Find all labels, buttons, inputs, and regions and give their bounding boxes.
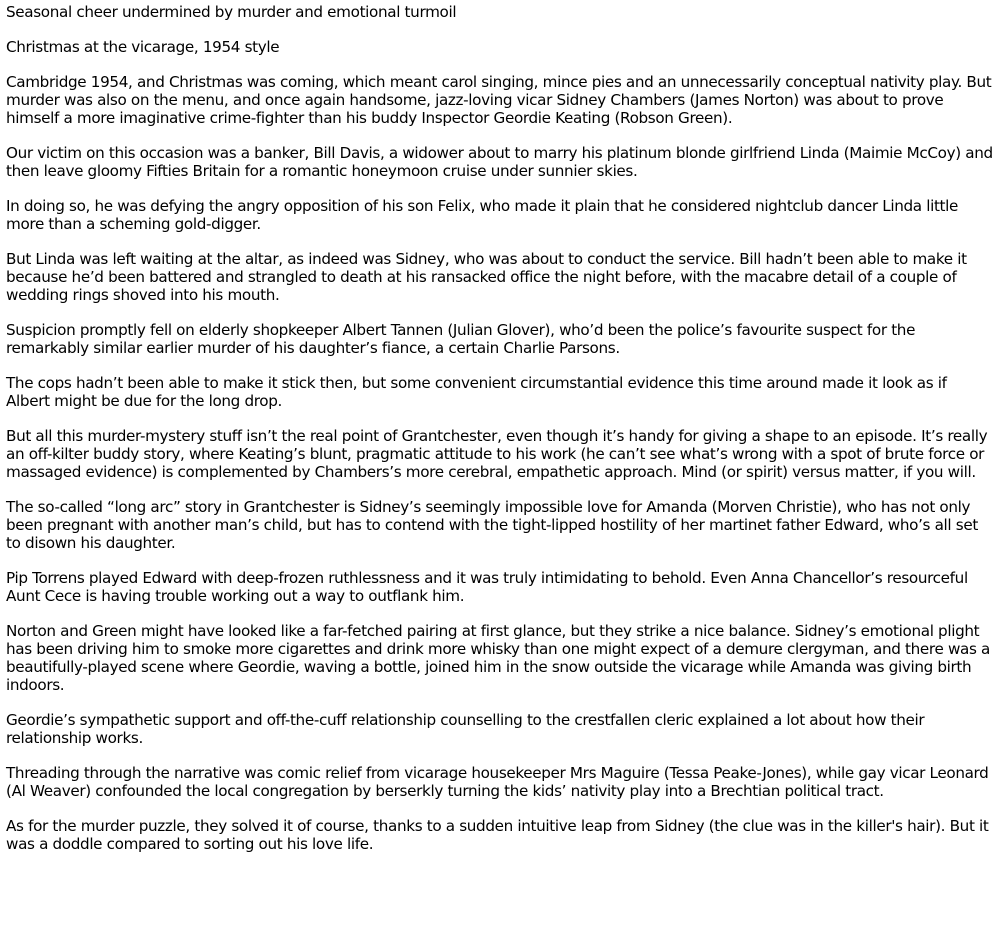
paragraph: The cops hadn’t been able to make it stick then, but some convenient circumstantial evidence this time around made it look as if Albert might be due for the long drop. bbox=[6, 374, 947, 410]
paragraph: As for the murder puzzle, they solved it of course, thanks to a sudden intuitive leap from Sidney (the clue was in the killer's hair). But it was a doddle compared to sorting out his love life. bbox=[6, 817, 989, 853]
paragraph: Our victim on this occasion was a banker, Bill Davis, a widower about to marry his platinum blonde girlfriend Linda (Maimie McCoy) and then leave gloomy Fifties Britain for a romantic honeymoon cruise under sunnier skies. bbox=[6, 144, 993, 180]
headline: Seasonal cheer undermined by murder and emotional turmoil bbox=[6, 3, 457, 21]
paragraph: Threading through the narrative was comic relief from vicarage housekeeper Mrs Maguire (Tessa Peake-Jones), while gay vicar Leonard (Al Weaver) confounded the local congregation by berserkly turning the kids’ nativity play into a Brechtian political tract. bbox=[6, 764, 989, 800]
paragraph: In doing so, he was defying the angry opposition of his son Felix, who made it plain that he considered nightclub dancer Linda little more than a scheming gold-digger. bbox=[6, 197, 959, 233]
paragraph: Cambridge 1954, and Christmas was coming, which meant carol singing, mince pies and an unnecessarily conceptual nativity play. But murder was also on the menu, and once again handsome, jazz-loving vicar Sidney Chambers (James Norton) was about to prove himself a more imaginative crime-fighter than his buddy Inspector Geordie Keating (Robson Green). bbox=[6, 73, 992, 127]
paragraph: Suspicion promptly fell on elderly shopkeeper Albert Tannen (Julian Glover), who’d been the police’s favourite suspect for the remarkably similar earlier murder of his daughter’s fiance, a certain Charlie Parsons. bbox=[6, 321, 916, 357]
paragraph: The so-called “long arc” story in Grantchester is Sidney’s seemingly impossible love for Amanda (Morven Christie), who has not only been pregnant with another man’s child, but has to contend with the tight-lipped hostility of her martinet father Edward, who’s all set to disown his daughter. bbox=[6, 498, 978, 552]
paragraph: Pip Torrens played Edward with deep-frozen ruthlessness and it was truly intimidating to behold. Even Anna Chancellor’s resourceful Aunt Cece is having trouble working out a way to outflank him. bbox=[6, 569, 968, 605]
paragraph: Geordie’s sympathetic support and off-the-cuff relationship counselling to the crestfallen cleric explained a lot about how their relationship works. bbox=[6, 711, 925, 747]
subheadline: Christmas at the vicarage, 1954 style bbox=[6, 38, 280, 56]
paragraph: Norton and Green might have looked like a far-fetched pairing at first glance, but they strike a nice balance. Sidney’s emotional plight has been driving him to smoke more cigarettes and drink more whisky than one might expect of a demure clergyman, and there was a beautifully-played scene where Geordie, waving a bottle, joined him in the snow outside the vicarage while Amanda was giving birth indoors. bbox=[6, 622, 990, 694]
paragraph: But all this murder-mystery stuff isn’t the real point of Grantchester, even though it’s handy for giving a shape to an episode. It’s really an off-kilter buddy story, where Keating’s blunt, pragmatic attitude to his work (he can’t see what’s wrong with a spot of brute force or massaged evidence) is complemented by Chambers’s more cerebral, empathetic approach. Mind (or spirit) versus matter, if you will. bbox=[6, 427, 988, 481]
paragraph: But Linda was left waiting at the altar, as indeed was Sidney, who was about to conduct the service. Bill hadn’t been able to make it because he’d been battered and strangled to death at his ransacked office the night before, with the macabre detail of a couple of wedding rings shoved into his mouth. bbox=[6, 250, 967, 304]
